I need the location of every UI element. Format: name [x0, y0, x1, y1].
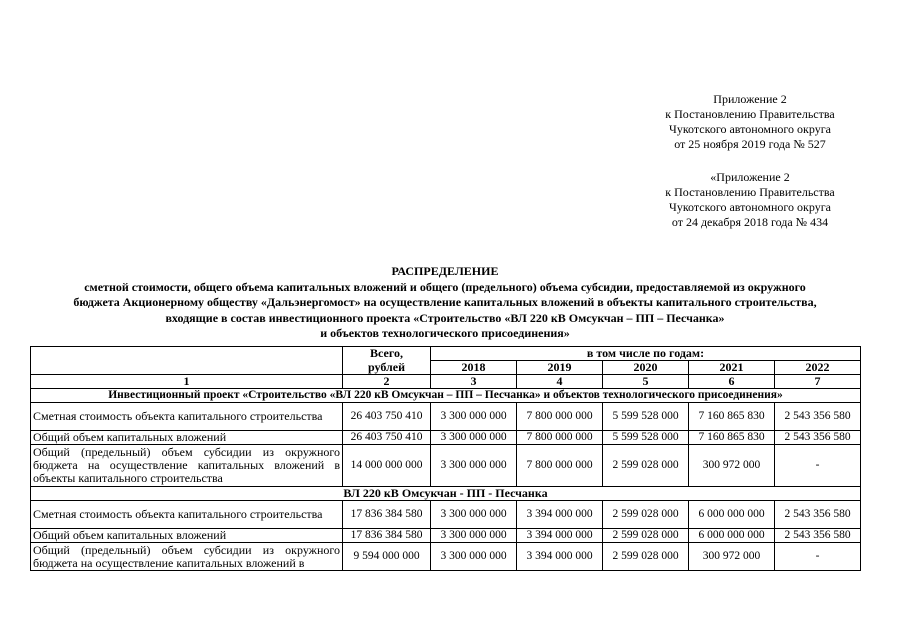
appendix-line: от 25 ноября 2019 года № 527: [674, 137, 826, 151]
header-year: 2021: [689, 361, 775, 375]
value-cell: 300 972 000: [689, 445, 775, 487]
header-blank-cell: [31, 347, 343, 375]
row-label: Сметная стоимость объекта капитального строительства: [31, 501, 343, 529]
section-title: Инвестиционный проект «Строительство «ВЛ 220 кВ Омсукчан – ПП – Песчанка» и объектов технологического присоединения»: [31, 389, 861, 403]
value-cell: 17 836 384 580: [343, 501, 431, 529]
header-year: 2018: [431, 361, 517, 375]
appendix-line: к Постановлению Правительства: [665, 107, 835, 121]
value-cell: 26 403 750 410: [343, 403, 431, 431]
value-cell: 6 000 000 000: [689, 529, 775, 543]
value-cell: 26 403 750 410: [343, 431, 431, 445]
header-rubles: рублей: [343, 361, 431, 375]
value-cell: -: [775, 543, 861, 571]
column-number: 7: [775, 375, 861, 389]
column-number-row: [31, 375, 861, 389]
value-cell: 300 972 000: [689, 543, 775, 571]
row-label: Общий (предельный) объем субсидии из окружного бюджета на осуществление капитальных вложений в: [31, 543, 343, 571]
value-cell: 2 543 356 580: [775, 403, 861, 431]
appendix-line: от 24 декабря 2018 года № 434: [671, 215, 829, 229]
value-cell: 7 800 000 000: [517, 431, 603, 445]
value-cell: 3 394 000 000: [517, 543, 603, 571]
header-year: 2019: [517, 361, 603, 375]
row-label: Сметная стоимость объекта капитального строительства: [31, 403, 343, 431]
column-number: 3: [431, 375, 517, 389]
column-number: 6: [689, 375, 775, 389]
value-cell: 3 300 000 000: [431, 501, 517, 529]
row-label: Общий (предельный) объем субсидии из окружного бюджета на осуществление капитальных вложений в объекты капитального строительства: [31, 445, 343, 487]
value-cell: 9 594 000 000: [343, 543, 431, 571]
value-cell: 3 300 000 000: [431, 445, 517, 487]
value-cell: 2 599 028 000: [603, 529, 689, 543]
heading-line: входящие в состав инвестиционного проекта «Строительство «ВЛ 220 кВ Омсукчан – ПП – Песчанка»: [165, 310, 725, 325]
table-row: [31, 431, 861, 445]
value-cell: 2 599 028 000: [603, 445, 689, 487]
appendix-current: [600, 92, 900, 152]
table-row: [31, 529, 861, 543]
value-cell: 3 300 000 000: [431, 431, 517, 445]
value-cell: 17 836 384 580: [343, 529, 431, 543]
value-cell: 14 000 000 000: [343, 445, 431, 487]
appendix-line: к Постановлению Правительства: [665, 185, 835, 199]
value-cell: 6 000 000 000: [689, 501, 775, 529]
section-title-row: [31, 487, 861, 501]
header-total: Всего,: [343, 347, 431, 361]
value-cell: 7 800 000 000: [517, 445, 603, 487]
distribution-table: [30, 346, 861, 571]
section-title: ВЛ 220 кВ Омсукчан - ПП - Песчанка: [31, 487, 861, 501]
document-title: РАСПРЕДЕЛЕНИЕ: [391, 264, 499, 278]
appendix-line: Чукотского автономного округа: [669, 200, 831, 214]
value-cell: 5 599 528 000: [603, 431, 689, 445]
table-row: [31, 501, 861, 529]
table-row: [31, 445, 861, 487]
header-year: 2022: [775, 361, 861, 375]
value-cell: 3 394 000 000: [517, 529, 603, 543]
value-cell: 2 599 028 000: [603, 543, 689, 571]
appendix-line: Приложение 2: [713, 92, 787, 106]
heading-line: и объектов технологического присоединения»: [320, 326, 570, 340]
value-cell: 3 300 000 000: [431, 543, 517, 571]
value-cell: 3 300 000 000: [431, 529, 517, 543]
row-label: Общий объем капитальных вложений: [31, 529, 343, 543]
column-number: 2: [343, 375, 431, 389]
document-heading: [30, 264, 860, 342]
value-cell: 5 599 528 000: [603, 403, 689, 431]
value-cell: 2 543 356 580: [775, 431, 861, 445]
header-by-years: в том числе по годам:: [431, 347, 861, 361]
column-number: 1: [31, 375, 343, 389]
column-number: 4: [517, 375, 603, 389]
heading-line: сметной стоимости, общего объема капитальных вложений и общего (предельного) объема субсидии, предоставляемой из окружного: [84, 279, 806, 294]
value-cell: 7 160 865 830: [689, 403, 775, 431]
column-number: 5: [603, 375, 689, 389]
value-cell: 7 160 865 830: [689, 431, 775, 445]
value-cell: 2 599 028 000: [603, 501, 689, 529]
table-row: [31, 543, 861, 571]
appendix-line: Чукотского автономного округа: [669, 122, 831, 136]
value-cell: -: [775, 445, 861, 487]
row-label: Общий объем капитальных вложений: [31, 431, 343, 445]
value-cell: 2 543 356 580: [775, 529, 861, 543]
appendix-previous: [600, 170, 900, 230]
appendix-line: «Приложение 2: [710, 170, 790, 184]
value-cell: 7 800 000 000: [517, 403, 603, 431]
section-title-row: [31, 389, 861, 403]
header-year: 2020: [603, 361, 689, 375]
table-row: [31, 403, 861, 431]
heading-line: бюджета Акционерному обществу «Дальэнергомост» на осуществление капитальных вложений в объекты капитального строительства,: [73, 295, 817, 309]
value-cell: 3 394 000 000: [517, 501, 603, 529]
value-cell: 2 543 356 580: [775, 501, 861, 529]
value-cell: 3 300 000 000: [431, 403, 517, 431]
header-row: [31, 347, 861, 361]
